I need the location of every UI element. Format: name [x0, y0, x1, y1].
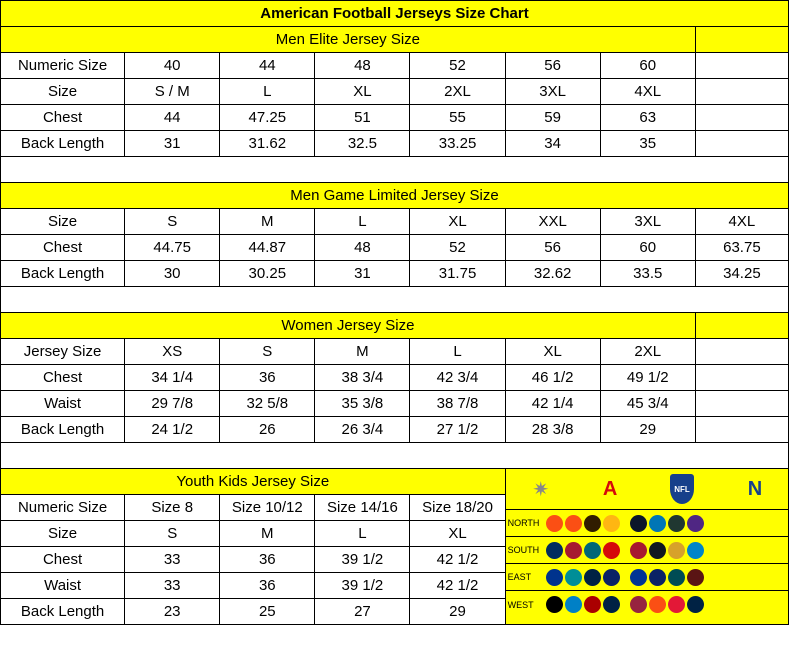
section-spacer: [1, 287, 789, 313]
table-row: [1, 105, 789, 131]
team-logo-icon: [603, 596, 620, 613]
table-cell: M: [220, 521, 315, 547]
afc-east-teams: [546, 569, 788, 586]
table-cell: 26: [220, 417, 315, 443]
spacer-cell: [695, 365, 788, 391]
team-logo-icon: [546, 596, 563, 613]
team-logo-icon: [668, 596, 685, 613]
division-label: WEST: [507, 599, 534, 610]
table-cell: 31: [315, 261, 410, 287]
star-icon: ✷: [532, 478, 550, 501]
team-logo-icon: [546, 542, 563, 559]
team-logo-icon: [649, 515, 666, 532]
table-cell: 33.5: [600, 261, 695, 287]
table-cell: S / M: [125, 79, 220, 105]
team-logo-icon: [603, 569, 620, 586]
section-spacer: [1, 443, 789, 469]
table-cell: 34.25: [695, 261, 788, 287]
table-row: [1, 261, 789, 287]
table-row: [1, 365, 789, 391]
table-cell: Size 14/16: [315, 495, 410, 521]
row-label: Back Length: [1, 417, 125, 443]
table-cell: 44.75: [125, 235, 220, 261]
table-cell: 33: [125, 547, 220, 573]
spacer-cell: [695, 27, 788, 53]
team-logo-icon: [546, 515, 563, 532]
table-row: [1, 391, 789, 417]
table-cell: 36: [220, 365, 315, 391]
spacer-cell: [695, 79, 788, 105]
table-cell: 44.87: [220, 235, 315, 261]
spacer-cell: [695, 417, 788, 443]
nfc-logo-icon: N: [747, 477, 762, 500]
table-cell: 32.62: [505, 261, 600, 287]
team-logo-icon: [649, 569, 666, 586]
table-cell: 23: [125, 599, 220, 625]
table-cell: 40: [125, 53, 220, 79]
table-row: [1, 339, 789, 365]
table-cell: S: [220, 339, 315, 365]
table-cell: 39 1/2: [315, 573, 410, 599]
table-cell: 60: [600, 235, 695, 261]
team-logo-icon: [603, 515, 620, 532]
table-cell: 29 7/8: [125, 391, 220, 417]
section-heading-row: [1, 313, 789, 339]
table-cell: 63.75: [695, 235, 788, 261]
table-cell: 38 7/8: [410, 391, 505, 417]
table-cell: 35 3/8: [315, 391, 410, 417]
table-cell: M: [315, 339, 410, 365]
table-cell: 33.25: [410, 131, 505, 157]
table-row: [1, 53, 789, 79]
division-row-east: [506, 564, 788, 591]
spacer-cell: [695, 53, 788, 79]
table-cell: 25: [220, 599, 315, 625]
table-cell: 29: [600, 417, 695, 443]
team-logo-icon: [584, 542, 601, 559]
table-cell: 27 1/2: [410, 417, 505, 443]
table-cell: 36: [220, 547, 315, 573]
table-cell: 63: [600, 105, 695, 131]
section-heading-men-game-limited: Men Game Limited Jersey Size: [1, 183, 789, 209]
table-cell: 39 1/2: [315, 547, 410, 573]
table-cell: 49 1/2: [600, 365, 695, 391]
table-cell: 52: [410, 235, 505, 261]
spacer-cell: [695, 339, 788, 365]
row-label: Chest: [1, 547, 125, 573]
table-cell: 38 3/4: [315, 365, 410, 391]
table-cell: XXL: [505, 209, 600, 235]
table-cell: 36: [220, 573, 315, 599]
table-cell: 31: [125, 131, 220, 157]
table-cell: 35: [600, 131, 695, 157]
table-cell: 56: [505, 235, 600, 261]
conference-logo-row: [506, 469, 788, 510]
table-cell: 3XL: [600, 209, 695, 235]
section-spacer: [1, 157, 789, 183]
table-cell: L: [410, 339, 505, 365]
section-heading-women: Women Jersey Size: [1, 313, 696, 339]
table-cell: XL: [315, 79, 410, 105]
row-label: Numeric Size: [1, 53, 125, 79]
spacer-cell: [695, 313, 788, 339]
section-heading-row: [1, 27, 789, 53]
table-cell: 4XL: [695, 209, 788, 235]
table-row: [1, 417, 789, 443]
division-label: SOUTH: [507, 545, 540, 555]
chart-title-row: [1, 1, 789, 27]
team-logo-icon: [668, 569, 685, 586]
spacer-cell: [695, 391, 788, 417]
table-cell: 34 1/4: [125, 365, 220, 391]
table-cell: L: [315, 521, 410, 547]
table-row: [1, 131, 789, 157]
afc-logo-icon: A: [602, 477, 617, 500]
table-cell: 44: [125, 105, 220, 131]
team-logo-icon: [649, 596, 666, 613]
team-logo-icon: [630, 515, 647, 532]
table-cell: 48: [315, 53, 410, 79]
table-row: [1, 209, 789, 235]
table-cell: 27: [315, 599, 410, 625]
row-label: Waist: [1, 391, 125, 417]
table-cell: 46 1/2: [505, 365, 600, 391]
team-logo-icon: [584, 569, 601, 586]
team-logo-icon: [687, 569, 704, 586]
row-label: Chest: [1, 105, 125, 131]
table-cell: 42 1/2: [410, 547, 505, 573]
table-row: [1, 235, 789, 261]
row-label: Back Length: [1, 599, 125, 625]
table-cell: XL: [410, 209, 505, 235]
row-label: Waist: [1, 573, 125, 599]
team-logo-icon: [668, 515, 685, 532]
table-cell: 60: [600, 53, 695, 79]
table-cell: XS: [125, 339, 220, 365]
division-row-north: [506, 510, 788, 537]
row-label: Size: [1, 79, 125, 105]
team-logo-icon: [565, 569, 582, 586]
table-cell: 42 1/2: [410, 573, 505, 599]
table-cell: XL: [505, 339, 600, 365]
team-logo-icon: [584, 515, 601, 532]
row-label: Numeric Size: [1, 495, 125, 521]
table-cell: 51: [315, 105, 410, 131]
team-logo-icon: [565, 596, 582, 613]
table-row: [1, 79, 789, 105]
row-label: Size: [1, 521, 125, 547]
nfl-teams-logo-panel: [505, 469, 788, 625]
division-row-south: [506, 537, 788, 564]
spacer-cell: [695, 105, 788, 131]
table-cell: S: [125, 209, 220, 235]
team-logo-icon: [687, 596, 704, 613]
spacer-cell: [695, 131, 788, 157]
team-logo-icon: [546, 569, 563, 586]
team-logo-icon: [603, 542, 620, 559]
afc-west-teams: [546, 596, 788, 613]
table-cell: 29: [410, 599, 505, 625]
row-label: Size: [1, 209, 125, 235]
team-logo-icon: [630, 596, 647, 613]
table-cell: L: [220, 79, 315, 105]
section-heading-row: [1, 183, 789, 209]
table-cell: Size 18/20: [410, 495, 505, 521]
afc-north-teams: [546, 515, 788, 532]
team-logo-icon: [668, 542, 685, 559]
table-cell: 24 1/2: [125, 417, 220, 443]
table-cell: 42 3/4: [410, 365, 505, 391]
table-cell: 2XL: [600, 339, 695, 365]
table-cell: Size 10/12: [220, 495, 315, 521]
nfl-shield-icon: NFL: [670, 474, 694, 504]
table-cell: Size 8: [125, 495, 220, 521]
table-cell: 32 5/8: [220, 391, 315, 417]
row-label: Back Length: [1, 131, 125, 157]
table-cell: 42 1/4: [505, 391, 600, 417]
row-label: Chest: [1, 365, 125, 391]
logo-wrap: [506, 469, 788, 624]
table-cell: 30.25: [220, 261, 315, 287]
afc-south-teams: [546, 542, 788, 559]
section-heading-men-elite: Men Elite Jersey Size: [1, 27, 696, 53]
table-cell: 33: [125, 573, 220, 599]
table-cell: L: [315, 209, 410, 235]
team-logo-icon: [630, 569, 647, 586]
table-cell: 30: [125, 261, 220, 287]
team-logo-icon: [630, 542, 647, 559]
table-cell: 55: [410, 105, 505, 131]
division-label: EAST: [507, 572, 532, 582]
table-cell: 56: [505, 53, 600, 79]
table-cell: M: [220, 209, 315, 235]
table-cell: 59: [505, 105, 600, 131]
row-label: Jersey Size: [1, 339, 125, 365]
team-logo-icon: [584, 596, 601, 613]
table-cell: 31.75: [410, 261, 505, 287]
team-logo-icon: [687, 515, 704, 532]
table-cell: 34: [505, 131, 600, 157]
table-cell: 4XL: [600, 79, 695, 105]
table-cell: 48: [315, 235, 410, 261]
table-cell: 44: [220, 53, 315, 79]
division-label: NORTH: [507, 518, 540, 528]
table-cell: 31.62: [220, 131, 315, 157]
table-cell: 26 3/4: [315, 417, 410, 443]
team-logo-icon: [687, 542, 704, 559]
row-label: Back Length: [1, 261, 125, 287]
team-logo-icon: [565, 542, 582, 559]
table-cell: XL: [410, 521, 505, 547]
team-logo-icon: [649, 542, 666, 559]
row-label: Chest: [1, 235, 125, 261]
section-heading-row: [1, 469, 789, 495]
section-heading-youth-kids: Youth Kids Jersey Size: [1, 469, 506, 495]
table-cell: 3XL: [505, 79, 600, 105]
division-row-west: [506, 591, 788, 618]
table-cell: 52: [410, 53, 505, 79]
team-logo-icon: [565, 515, 582, 532]
table-cell: 47.25: [220, 105, 315, 131]
table-cell: 45 3/4: [600, 391, 695, 417]
table-cell: 2XL: [410, 79, 505, 105]
page-title: American Football Jerseys Size Chart: [1, 1, 789, 27]
table-cell: S: [125, 521, 220, 547]
table-cell: 32.5: [315, 131, 410, 157]
table-cell: 28 3/8: [505, 417, 600, 443]
